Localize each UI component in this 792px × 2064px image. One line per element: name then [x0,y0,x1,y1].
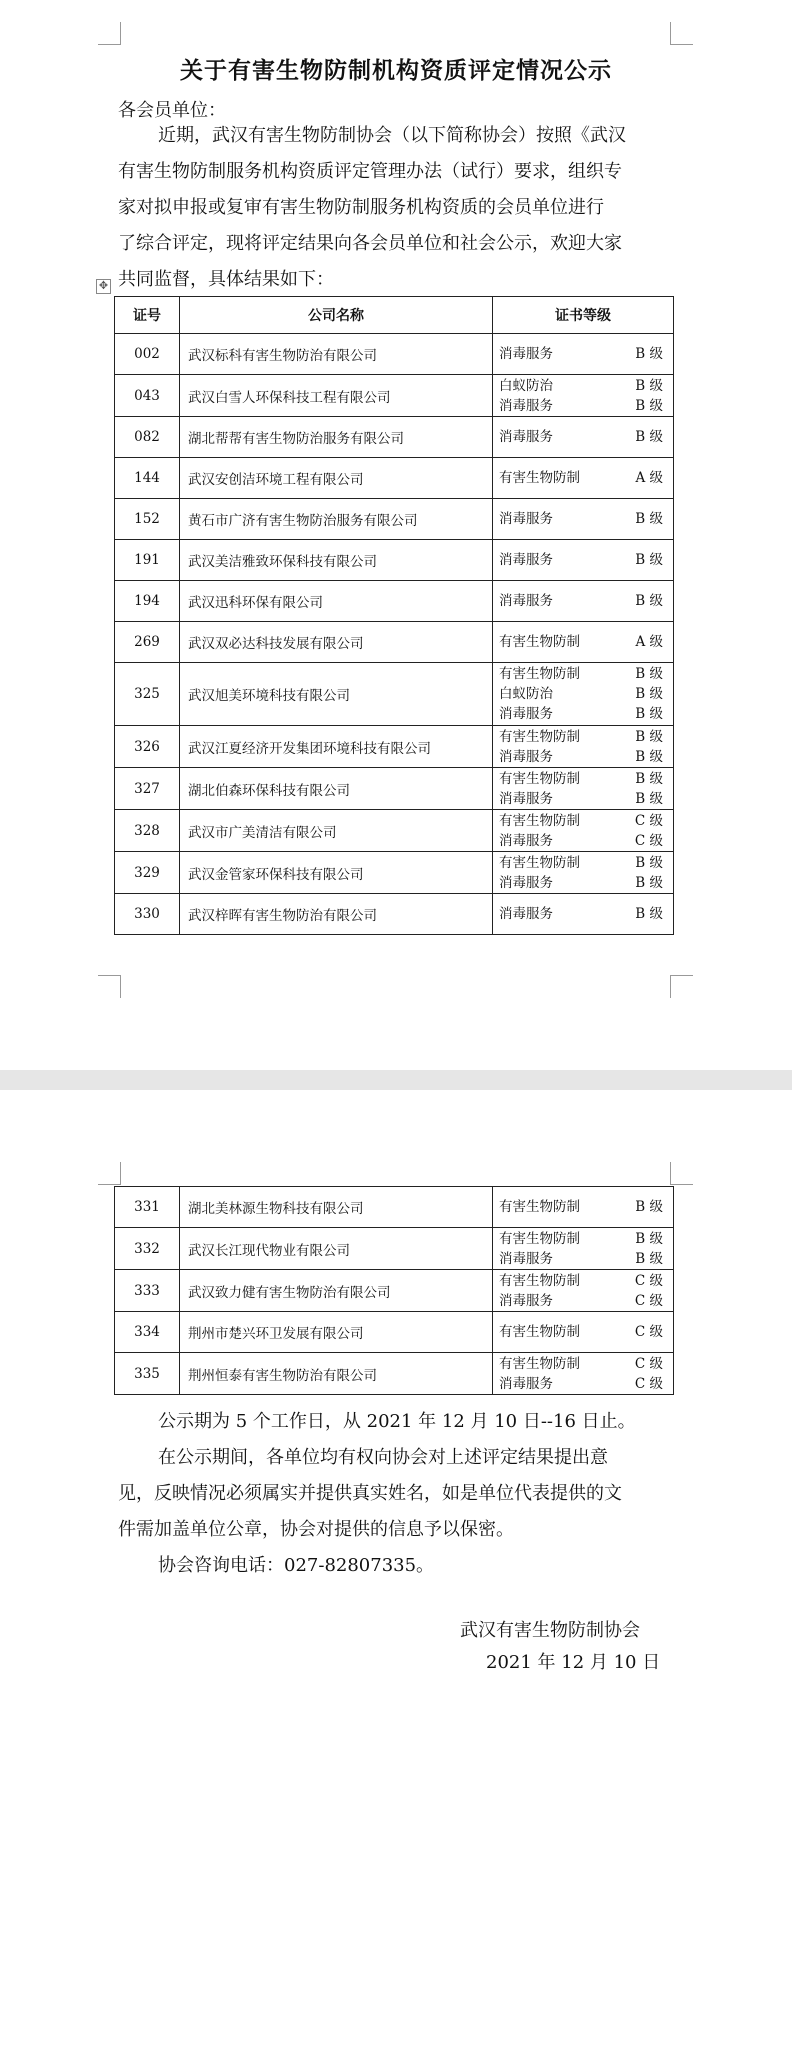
grade-line [499,1229,663,1249]
grade-level: B 级 [635,790,663,807]
table-row [115,1270,674,1312]
company-name-cell: 武汉梓晖有害生物防治有限公司 [180,894,493,935]
grade-level: C 级 [634,1272,663,1289]
service-type: 消毒服务 [499,397,553,414]
cert-number-cell: 326 [115,726,180,768]
table-row [115,1228,674,1270]
cert-grade-cell [493,622,674,663]
table-row [115,581,674,622]
company-name-cell: 武汉市广美清洁有限公司 [180,810,493,852]
table-row [115,768,674,810]
grade-level: C 级 [634,1324,663,1340]
document-page-2 [0,1090,792,2064]
closing-line: 见，反映情况必须属实并提供真实姓名，如是单位代表提供的文 [118,1483,622,1504]
grade-level: B 级 [635,377,663,394]
cert-grade-cell [493,726,674,768]
header-company-name: 公司名称 [180,297,493,334]
cert-grade-cell [493,1312,674,1353]
intro-line: 近期，武汉有害生物防制协会（以下简称协会）按照《武汉 [158,125,626,146]
company-name-cell: 湖北美林源生物科技有限公司 [180,1187,493,1228]
company-name-cell: 武汉安创洁环境工程有限公司 [180,458,493,499]
grade-level: A 级 [635,470,663,486]
grade-line [499,811,663,831]
grade-level: B 级 [635,906,663,922]
grade-line [499,1354,663,1374]
table-row [115,726,674,768]
crop-mark [670,1162,693,1185]
crop-mark [98,22,121,45]
grade-level: B 级 [635,728,663,745]
grade-level: B 级 [635,666,663,682]
table-row [115,458,674,499]
grade-line [499,550,663,570]
grade-level: B 级 [635,552,663,568]
intro-line: 家对拟申报或复审有害生物防制服务机构资质的会员单位进行 [118,197,604,218]
cert-grade-cell [493,1228,674,1270]
table-header-row [115,297,674,334]
grade-line [499,632,663,652]
grade-level: C 级 [634,812,663,829]
grade-level: B 级 [635,706,663,722]
service-type: 有害生物防制 [499,854,580,871]
cert-grade-cell [493,581,674,622]
grade-line [499,684,663,704]
grade-line [499,853,663,873]
table-row [115,622,674,663]
service-type: 有害生物防制 [499,1355,580,1372]
cert-number-cell: 330 [115,894,180,935]
table-row [115,1353,674,1395]
company-name-cell: 湖北伯森环保科技有限公司 [180,768,493,810]
company-name-cell: 黄石市广济有害生物防治服务有限公司 [180,499,493,540]
document-title: 关于有害生物防制机构资质评定情况公示 [180,58,612,84]
grade-line [499,664,663,684]
grade-level: B 级 [635,1199,663,1215]
cert-number-cell: 002 [115,334,180,375]
grade-line [499,873,663,893]
table-row [115,499,674,540]
table-row [115,894,674,935]
grade-line [499,509,663,529]
cert-grade-cell [493,894,674,935]
service-type: 消毒服务 [499,511,553,527]
service-type: 有害生物防制 [499,1272,580,1289]
cert-number-cell: 327 [115,768,180,810]
service-type: 有害生物防制 [499,470,580,486]
service-type: 有害生物防制 [499,634,580,650]
grade-line [499,769,663,789]
service-type: 消毒服务 [499,706,553,722]
service-type: 消毒服务 [499,1250,553,1267]
grade-level: A 级 [635,634,663,650]
service-type: 有害生物防制 [499,1199,580,1215]
service-type: 有害生物防制 [499,666,580,682]
cert-number-cell: 082 [115,417,180,458]
cert-number-cell: 332 [115,1228,180,1270]
cert-number-cell: 269 [115,622,180,663]
grade-level: B 级 [635,346,663,362]
service-type: 有害生物防制 [499,812,580,829]
signature-org: 武汉有害生物防制协会 [460,1620,640,1641]
cert-grade-cell [493,1270,674,1312]
intro-line: 共同监督，具体结果如下： [118,269,334,290]
cert-number-cell: 191 [115,540,180,581]
closing-line: 件需加盖单位公章，协会对提供的信息予以保密。 [118,1519,514,1540]
header-cert-no: 证号 [115,297,180,334]
grade-level: B 级 [635,854,663,871]
grade-line [499,1197,663,1217]
grade-line [499,831,663,851]
salutation: 各会员单位： [118,100,226,121]
cert-number-cell: 043 [115,375,180,417]
cert-number-cell: 331 [115,1187,180,1228]
results-table-continued [114,1186,674,1395]
crop-mark [670,975,693,998]
grade-level: B 级 [635,1230,663,1247]
grade-level: C 级 [634,1355,663,1372]
service-type: 白蚁防治 [499,377,553,394]
table-row [115,1312,674,1353]
cert-grade-cell [493,499,674,540]
grade-level: B 级 [635,770,663,787]
grade-level: C 级 [634,1375,663,1392]
company-name-cell: 武汉旭美环境科技有限公司 [180,663,493,726]
table-row [115,663,674,726]
grade-line [499,591,663,611]
service-type: 有害生物防制 [499,770,580,787]
cert-grade-cell [493,852,674,894]
cert-grade-cell [493,1353,674,1395]
cert-number-cell: 333 [115,1270,180,1312]
cert-grade-cell [493,540,674,581]
grade-level: B 级 [635,748,663,765]
service-type: 消毒服务 [499,429,553,445]
company-name-cell: 武汉长江现代物业有限公司 [180,1228,493,1270]
cert-number-cell: 325 [115,663,180,726]
crop-mark [98,975,121,998]
table-row [115,852,674,894]
crop-mark [98,1162,121,1185]
table-row [115,540,674,581]
service-type: 消毒服务 [499,1292,553,1309]
grade-line [499,747,663,767]
company-name-cell: 武汉美洁雅致环保科技有限公司 [180,540,493,581]
cert-grade-cell [493,375,674,417]
company-name-cell: 武汉金管家环保科技有限公司 [180,852,493,894]
table-row [115,334,674,375]
cert-number-cell: 328 [115,810,180,852]
header-cert-grade: 证书等级 [493,297,674,334]
grade-level: B 级 [635,397,663,414]
service-type: 消毒服务 [499,552,553,568]
company-name-cell: 武汉致力健有害生物防治有限公司 [180,1270,493,1312]
crop-mark [670,22,693,45]
cert-number-cell: 152 [115,499,180,540]
intro-line: 有害生物防制服务机构资质评定管理办法（试行）要求，组织专 [118,161,622,182]
grade-line [499,727,663,747]
intro-line: 了综合评定，现将评定结果向各会员单位和社会公示，欢迎大家 [118,233,622,254]
service-type: 消毒服务 [499,906,553,922]
intro-paragraph [118,118,673,298]
grade-level: B 级 [635,593,663,609]
cert-number-cell: 329 [115,852,180,894]
cert-number-cell: 144 [115,458,180,499]
grade-line [499,1271,663,1291]
cert-number-cell: 335 [115,1353,180,1395]
cert-grade-cell [493,334,674,375]
service-type: 消毒服务 [499,346,553,362]
grade-level: C 级 [634,1292,663,1309]
signature-date: 2021 年 12 月 10 日 [486,1652,661,1673]
service-type: 消毒服务 [499,748,553,765]
grade-level: B 级 [635,874,663,891]
grade-line [499,376,663,396]
publicity-period: 公示期为 5 个工作日，从 2021 年 12 月 10 日--16 日止。 [158,1411,636,1432]
table-move-handle-icon[interactable]: ✥ [96,279,111,294]
service-type: 消毒服务 [499,874,553,891]
service-type: 消毒服务 [499,832,553,849]
cert-grade-cell [493,1187,674,1228]
service-type: 有害生物防制 [499,1324,580,1340]
grade-line [499,396,663,416]
cert-grade-cell [493,810,674,852]
cert-number-cell: 334 [115,1312,180,1353]
grade-line [499,468,663,488]
grade-line [499,904,663,924]
grade-line [499,1322,663,1342]
service-type: 有害生物防制 [499,1230,580,1247]
grade-line [499,344,663,364]
company-name-cell: 武汉白雪人环保科技工程有限公司 [180,375,493,417]
contact-phone: 协会咨询电话：027-82807335。 [158,1555,435,1576]
grade-line [499,789,663,809]
service-type: 消毒服务 [499,1375,553,1392]
company-name-cell: 武汉双必达科技发展有限公司 [180,622,493,663]
cert-grade-cell [493,417,674,458]
table-row [115,417,674,458]
company-name-cell: 武汉江夏经济开发集团环境科技有限公司 [180,726,493,768]
company-name-cell: 武汉迅科环保有限公司 [180,581,493,622]
closing-line: 在公示期间，各单位均有权向协会对上述评定结果提出意 [158,1447,608,1468]
service-type: 白蚁防治 [499,686,553,702]
grade-level: C 级 [634,832,663,849]
service-type: 有害生物防制 [499,728,580,745]
company-name-cell: 荆州恒泰有害生物防治有限公司 [180,1353,493,1395]
table-row [115,810,674,852]
grade-level: B 级 [635,686,663,702]
grade-line [499,704,663,724]
grade-line [499,1291,663,1311]
grade-line [499,427,663,447]
service-type: 消毒服务 [499,790,553,807]
grade-level: B 级 [635,1250,663,1267]
results-table [114,296,674,935]
company-name-cell: 湖北帮帮有害生物防治服务有限公司 [180,417,493,458]
table-row [115,1187,674,1228]
closing-paragraphs [118,1404,678,1584]
grade-level: B 级 [635,511,663,527]
cert-grade-cell [493,768,674,810]
cert-grade-cell [493,663,674,726]
grade-line [499,1249,663,1269]
cert-number-cell: 194 [115,581,180,622]
company-name-cell: 荆州市楚兴环卫发展有限公司 [180,1312,493,1353]
cert-grade-cell [493,458,674,499]
company-name-cell: 武汉标科有害生物防治有限公司 [180,334,493,375]
service-type: 消毒服务 [499,593,553,609]
table-row [115,375,674,417]
grade-level: B 级 [635,429,663,445]
grade-line [499,1374,663,1394]
